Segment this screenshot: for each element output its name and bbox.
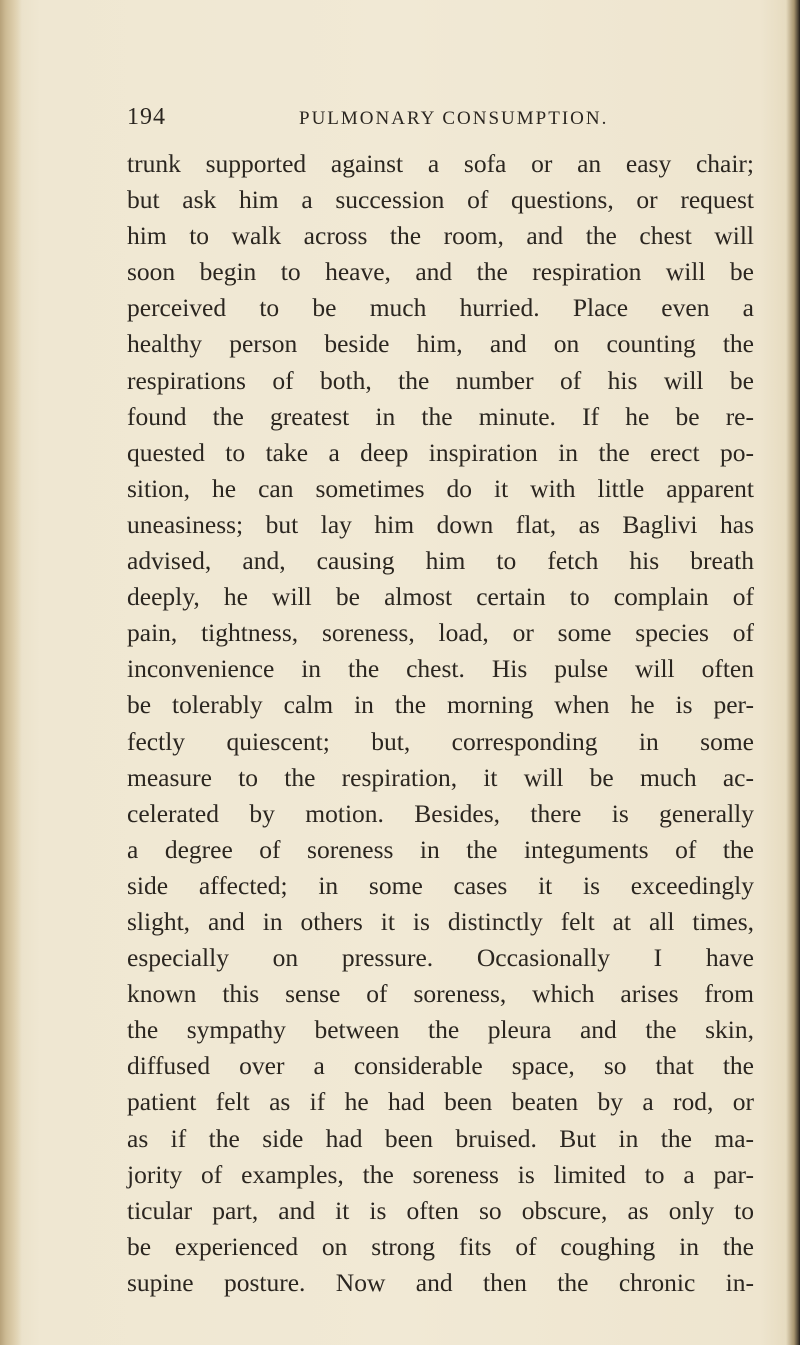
page-edge — [786, 0, 800, 1345]
text-line: be tolerably calm in the morning when he is per- — [127, 690, 754, 720]
text-line: sition, he can sometimes do it with little apparent — [127, 473, 754, 503]
text-line: patient felt as if he had been beaten by a rod, or — [127, 1087, 754, 1117]
text-line: a degree of soreness in the integuments of the — [127, 834, 754, 864]
text-line: respirations of both, the number of his will be — [127, 365, 754, 395]
text-line: measure to the respiration, it will be much ac- — [127, 762, 754, 792]
text-line: be experienced on strong fits of coughing in the — [127, 1231, 754, 1261]
text-line: the sympathy between the pleura and the skin, — [127, 1015, 754, 1045]
binding-shadow — [0, 0, 22, 1345]
page-number: 194 — [127, 104, 166, 130]
text-line: soon begin to heave, and the respiration will be — [127, 257, 754, 287]
text-line: inconvenience in the chest. His pulse will often — [127, 654, 754, 684]
running-head: PULMONARY CONSUMPTION. — [299, 108, 609, 129]
text-line: deeply, he will be almost certain to complain of — [127, 582, 754, 612]
text-line: quested to take a deep inspiration in the erect po- — [127, 437, 754, 467]
text-line: celerated by motion. Besides, there is generally — [127, 798, 754, 828]
text-line: pain, tightness, soreness, load, or some species of — [127, 618, 754, 648]
text-line: found the greatest in the minute. If he be re- — [127, 401, 754, 431]
body-text — [127, 146, 754, 1301]
text-line: supine posture. Now and then the chronic in- — [127, 1267, 754, 1297]
text-line: trunk supported against a sofa or an easy chair; — [127, 149, 754, 178]
text-line: fectly quiescent; but, corresponding in some — [127, 726, 754, 756]
text-line: perceived to be much hurried. Place even a — [127, 293, 754, 323]
text-line: but ask him a succession of questions, or request — [127, 185, 754, 215]
text-line: known this sense of soreness, which arises from — [127, 979, 754, 1009]
text-line: him to walk across the room, and the chest will — [127, 221, 754, 251]
text-line: advised, and, causing him to fetch his breath — [127, 546, 754, 576]
text-line: slight, and in others it is distinctly felt at all times, — [127, 906, 754, 936]
text-line: jority of examples, the soreness is limited to a par- — [127, 1159, 754, 1189]
text-line: diffused over a considerable space, so that the — [127, 1051, 754, 1081]
text-line: side affected; in some cases it is exceedingly — [127, 870, 754, 900]
page-header — [127, 104, 767, 138]
text-line: ticular part, and it is often so obscure, as only to — [127, 1195, 754, 1225]
text-line: uneasiness; but lay him down flat, as Baglivi has — [127, 509, 754, 539]
text-line: healthy person beside him, and on counting the — [127, 329, 754, 359]
text-line: as if the side had been bruised. But in the ma- — [127, 1123, 754, 1153]
text-line: especially on pressure. Occasionally I have — [127, 943, 754, 973]
